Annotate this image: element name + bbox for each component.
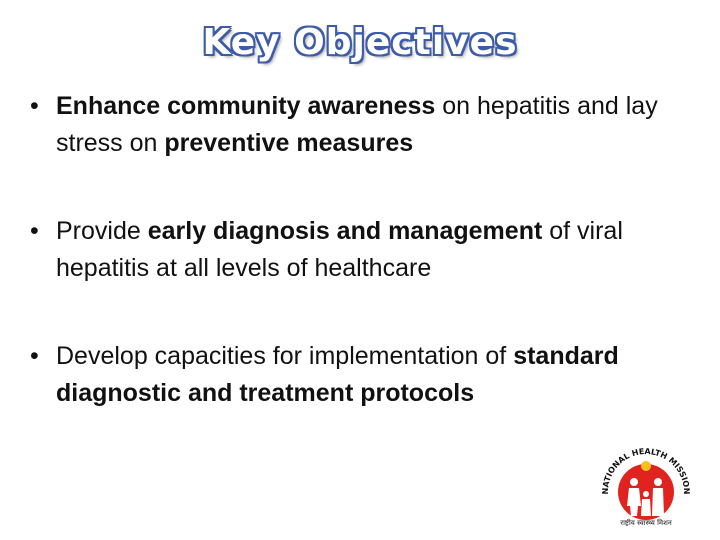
objective-item bbox=[30, 213, 700, 287]
bullet-dot: • bbox=[30, 217, 39, 245]
logo-sun-icon bbox=[641, 461, 651, 471]
objective-text: Develop capacities for implementation of bbox=[56, 342, 514, 370]
objective-emphasis: early diagnosis and management bbox=[147, 217, 543, 245]
objective-text: on hepatitis and lay stress on bbox=[56, 92, 658, 157]
objective-text: of viral hepatitis at all levels of healthcare bbox=[56, 217, 623, 282]
nhm-logo bbox=[594, 442, 698, 526]
logo-top-text: NATIONAL HEALTH MISSION bbox=[600, 446, 692, 495]
slide-title: Key Objectives bbox=[202, 22, 518, 63]
objective-emphasis: preventive measures bbox=[164, 129, 414, 157]
objectives-list bbox=[30, 88, 700, 412]
objective-text: Provide bbox=[56, 217, 148, 245]
bullet-dot: • bbox=[30, 342, 39, 370]
objective-item bbox=[30, 88, 700, 162]
logo-bottom-text: राष्ट्रीय स्वास्थ्य मिशन bbox=[620, 519, 672, 526]
objective-emphasis: Enhance community awareness bbox=[56, 92, 436, 120]
bullet-dot: • bbox=[30, 92, 39, 120]
objective-item bbox=[30, 338, 700, 412]
objective-emphasis: standard diagnostic and treatment protocols bbox=[56, 342, 619, 407]
